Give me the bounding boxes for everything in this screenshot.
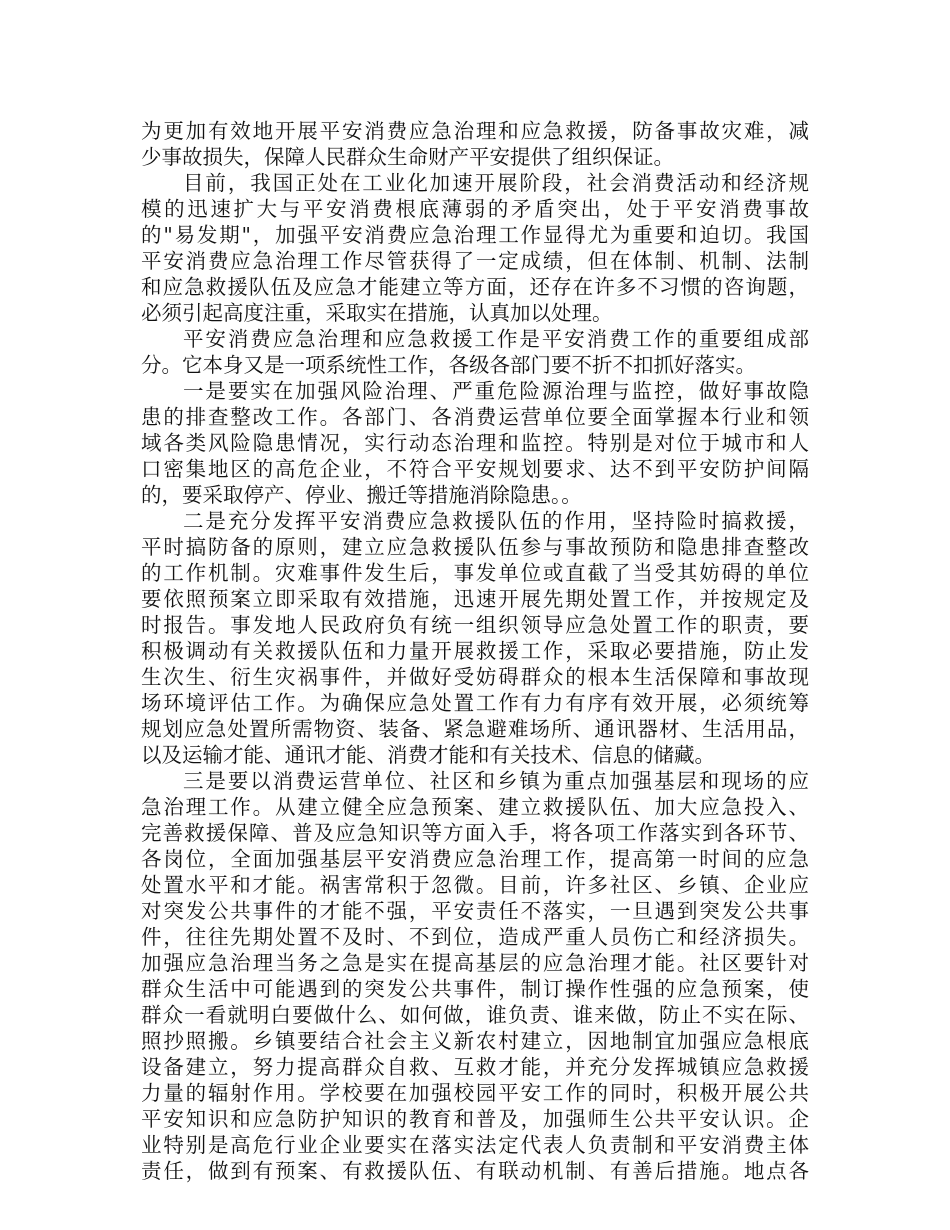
text-line: 业特别是高危行业企业要实在落实法定代表人负责制和平安消费主体 — [141, 1133, 809, 1157]
text-line: 场环境评估工作。为确保应急处置工作有力有序有效开展，必须统筹 — [141, 691, 809, 715]
text-line: 二是充分发挥平安消费应急救援队伍的作用，坚持险时搞救援， — [183, 509, 809, 533]
text-line: 生次生、衍生灾祸事件，并做好受妨碍群众的根本生活保障和事故现 — [141, 665, 809, 689]
text-line: 为更加有效地开展平安消费应急治理和应急救援，防备事故灾难，减 — [141, 119, 809, 143]
text-line: 一是要实在加强风险治理、严重危险源治理与监控，做好事故隐 — [183, 379, 809, 403]
text-line: 患的排查整改工作。各部门、各消费运营单位要全面掌握本行业和领 — [141, 405, 809, 429]
text-line: 积极调动有关救援队伍和力量开展救援工作，采取必要措施，防止发 — [141, 639, 809, 663]
text-line: 域各类风险隐患情况，实行动态治理和监控。特别是对位于城市和人 — [141, 431, 809, 455]
text-line: 急治理工作。从建立健全应急预案、建立救援队伍、加大应急投入、 — [141, 795, 809, 819]
text-line: 各岗位，全面加强基层平安消费应急治理工作，提高第一时间的应急 — [141, 847, 809, 871]
text-line: 对突发公共事件的才能不强，平安责任不落实，一旦遇到突发公共事 — [141, 899, 809, 923]
document-page — [141, 118, 809, 1184]
text-line: 设备建立，努力提高群众自救、互救才能，并充分发挥城镇应急救援 — [141, 1055, 809, 1079]
text-line: 口密集地区的高危企业，不符合平安规划要求、达不到平安防护间隔 — [141, 457, 809, 481]
text-line: 平时搞防备的原则，建立应急救援队伍参与事故预防和隐患排查整改 — [141, 535, 809, 559]
text-line: 群众生活中可能遇到的突发公共事件，制订操作性强的应急预案，使 — [141, 977, 809, 1001]
text-line: 完善救援保障、普及应急知识等方面入手，将各项工作落实到各环节、 — [141, 821, 809, 845]
text-line: 的，要采取停产、停业、搬迁等措施消除隐患。。 — [141, 483, 582, 507]
text-line: 力量的辐射作用。学校要在加强校园平安工作的同时，积极开展公共 — [141, 1081, 809, 1105]
text-line: 和应急救援队伍及应急才能建立等方面，还存在许多不习惯的咨询题， — [141, 275, 809, 299]
text-line: 分。它本身又是一项系统性工作，各级各部门要不折不扣抓好落实。 — [141, 353, 756, 377]
text-line: 件，往往先期处置不及时、不到位，造成严重人员伤亡和经济损失。 — [141, 925, 809, 949]
text-line: 责任，做到有预案、有救援队伍、有联动机制、有善后措施。地点各 — [141, 1159, 809, 1183]
text-line: 加强应急治理当务之急是实在提高基层的应急治理才能。社区要针对 — [141, 951, 809, 975]
text-line: 的"易发期"，加强平安消费应急治理工作显得尤为重要和迫切。我国 — [141, 223, 809, 247]
text-line: 要依照预案立即采取有效措施，迅速开展先期处置工作，并按规定及 — [141, 587, 809, 611]
text-line: 三是要以消费运营单位、社区和乡镇为重点加强基层和现场的应 — [183, 769, 809, 793]
text-line: 目前，我国正处在工业化加速开展阶段，社会消费活动和经济规 — [183, 171, 809, 195]
text-line: 平安知识和应急防护知识的教育和普及，加强师生公共平安认识。企 — [141, 1107, 809, 1131]
text-line: 以及运输才能、通讯才能、消费才能和有关技术、信息的储藏。 — [141, 743, 715, 767]
text-line: 少事故损失，保障人民群众生命财产平安提供了组织保证。 — [141, 145, 674, 169]
text-line: 的工作机制。灾难事件发生后，事发单位或直截了当受其妨碍的单位 — [141, 561, 809, 585]
text-line: 处置水平和才能。祸害常积于忽微。目前，许多社区、乡镇、企业应 — [141, 873, 809, 897]
text-line: 平安消费应急治理和应急救援工作是平安消费工作的重要组成部 — [183, 327, 809, 351]
text-line: 时报告。事发地人民政府负有统一组织领导应急处置工作的职责，要 — [141, 613, 809, 637]
text-line: 模的迅速扩大与平安消费根底薄弱的矛盾突出，处于平安消费事故 — [141, 197, 809, 221]
text-line: 规划应急处置所需物资、装备、紧急避难场所、通讯器材、生活用品， — [141, 717, 809, 741]
text-line: 照抄照搬。乡镇要结合社会主义新农村建立，因地制宜加强应急根底 — [141, 1029, 809, 1053]
text-line: 必须引起高度注重，采取实在措施，认真加以处理。 — [141, 301, 613, 325]
text-line: 群众一看就明白要做什么、如何做，谁负责、谁来做，防止不实在际、 — [141, 1003, 809, 1027]
text-line: 平安消费应急治理工作尽管获得了一定成绩，但在体制、机制、法制 — [141, 249, 809, 273]
